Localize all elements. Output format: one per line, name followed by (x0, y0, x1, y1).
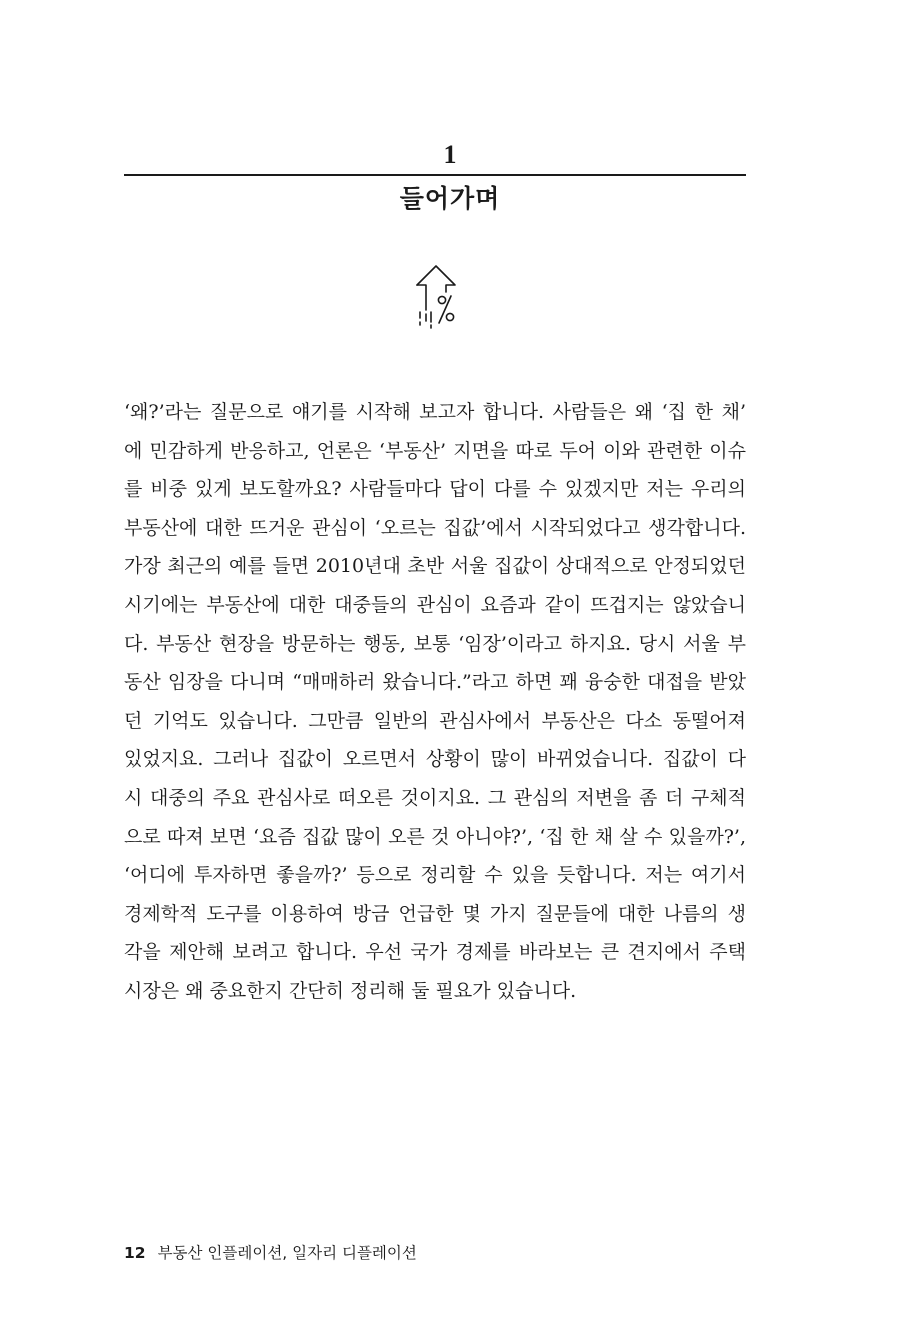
book-title: 부동산 인플레이션, 일자리 디플레이션 (157, 1244, 417, 1262)
chapter-rule (124, 174, 746, 176)
body-line: 각을 제안해 보려고 합니다. 우선 국가 경제를 바라보는 큰 견지에서 주택 (124, 941, 746, 964)
body-line: 경제학적 도구를 이용하여 방금 언급한 몇 가지 질문들에 대한 나름의 생 (124, 902, 746, 925)
body-line: 으로 따져 보면 ‘요즘 집값 많이 오른 것 아니야?’, ‘집 한 채 살 수 있을까?’, (124, 825, 746, 848)
body-line: 시 대중의 주요 관심사로 떠오른 것이지요. 그 관심의 저변을 좀 더 구체적 (124, 786, 746, 809)
chapter-number: 1 (443, 140, 457, 169)
body-line: 부동산에 대한 뜨거운 관심이 ‘오르는 집값’에서 시작되었다고 생각합니다. (124, 516, 746, 539)
page-number: 12 (124, 1244, 146, 1262)
body-line: 에 민감하게 반응하고, 언론은 ‘부동산’ 지면을 따로 두어 이와 관련한 이슈 (124, 439, 746, 462)
body-line: 던 기억도 있습니다. 그만큼 일반의 관심사에서 부동산은 다소 동떨어져 (124, 709, 746, 732)
body-line: 있었지요. 그러나 집값이 오르면서 상황이 많이 바뀌었습니다. 집값이 다 (124, 748, 746, 771)
body-line: ‘왜?’라는 질문으로 얘기를 시작해 보고자 합니다. 사람들은 왜 ‘집 한 채’ (124, 401, 746, 423)
chapter-title: 들어가며 (399, 184, 501, 213)
body-line: 다. 부동산 현장을 방문하는 행동, 보통 ‘임장’이라고 하지요. 당시 서울 부 (124, 632, 746, 655)
body-line: 시기에는 부동산에 대한 대중들의 관심이 요즘과 같이 뜨겁지는 않았습니 (124, 593, 746, 616)
body-line: 가장 최근의 예를 들면 2010년대 초반 서울 집값이 상대적으로 안정되었던 (124, 555, 746, 578)
body-text (124, 393, 746, 1011)
body-line: ‘어디에 투자하면 좋을까?’ 등으로 정리할 수 있을 듯합니다. 저는 여기서 (124, 864, 746, 887)
body-line: 를 비중 있게 보도할까요? 사람들마다 답이 다를 수 있겠지만 저는 우리의 (124, 478, 746, 501)
body-line: 동산 임장을 다니며 “매매하러 왔습니다.”라고 하면 꽤 융숭한 대접을 받았 (124, 671, 746, 694)
body-line: 시장은 왜 중요한지 간단히 정리해 둘 필요가 있습니다. (124, 979, 577, 1002)
arrow-up-percent-icon (412, 262, 462, 334)
page-footer (124, 1242, 417, 1264)
